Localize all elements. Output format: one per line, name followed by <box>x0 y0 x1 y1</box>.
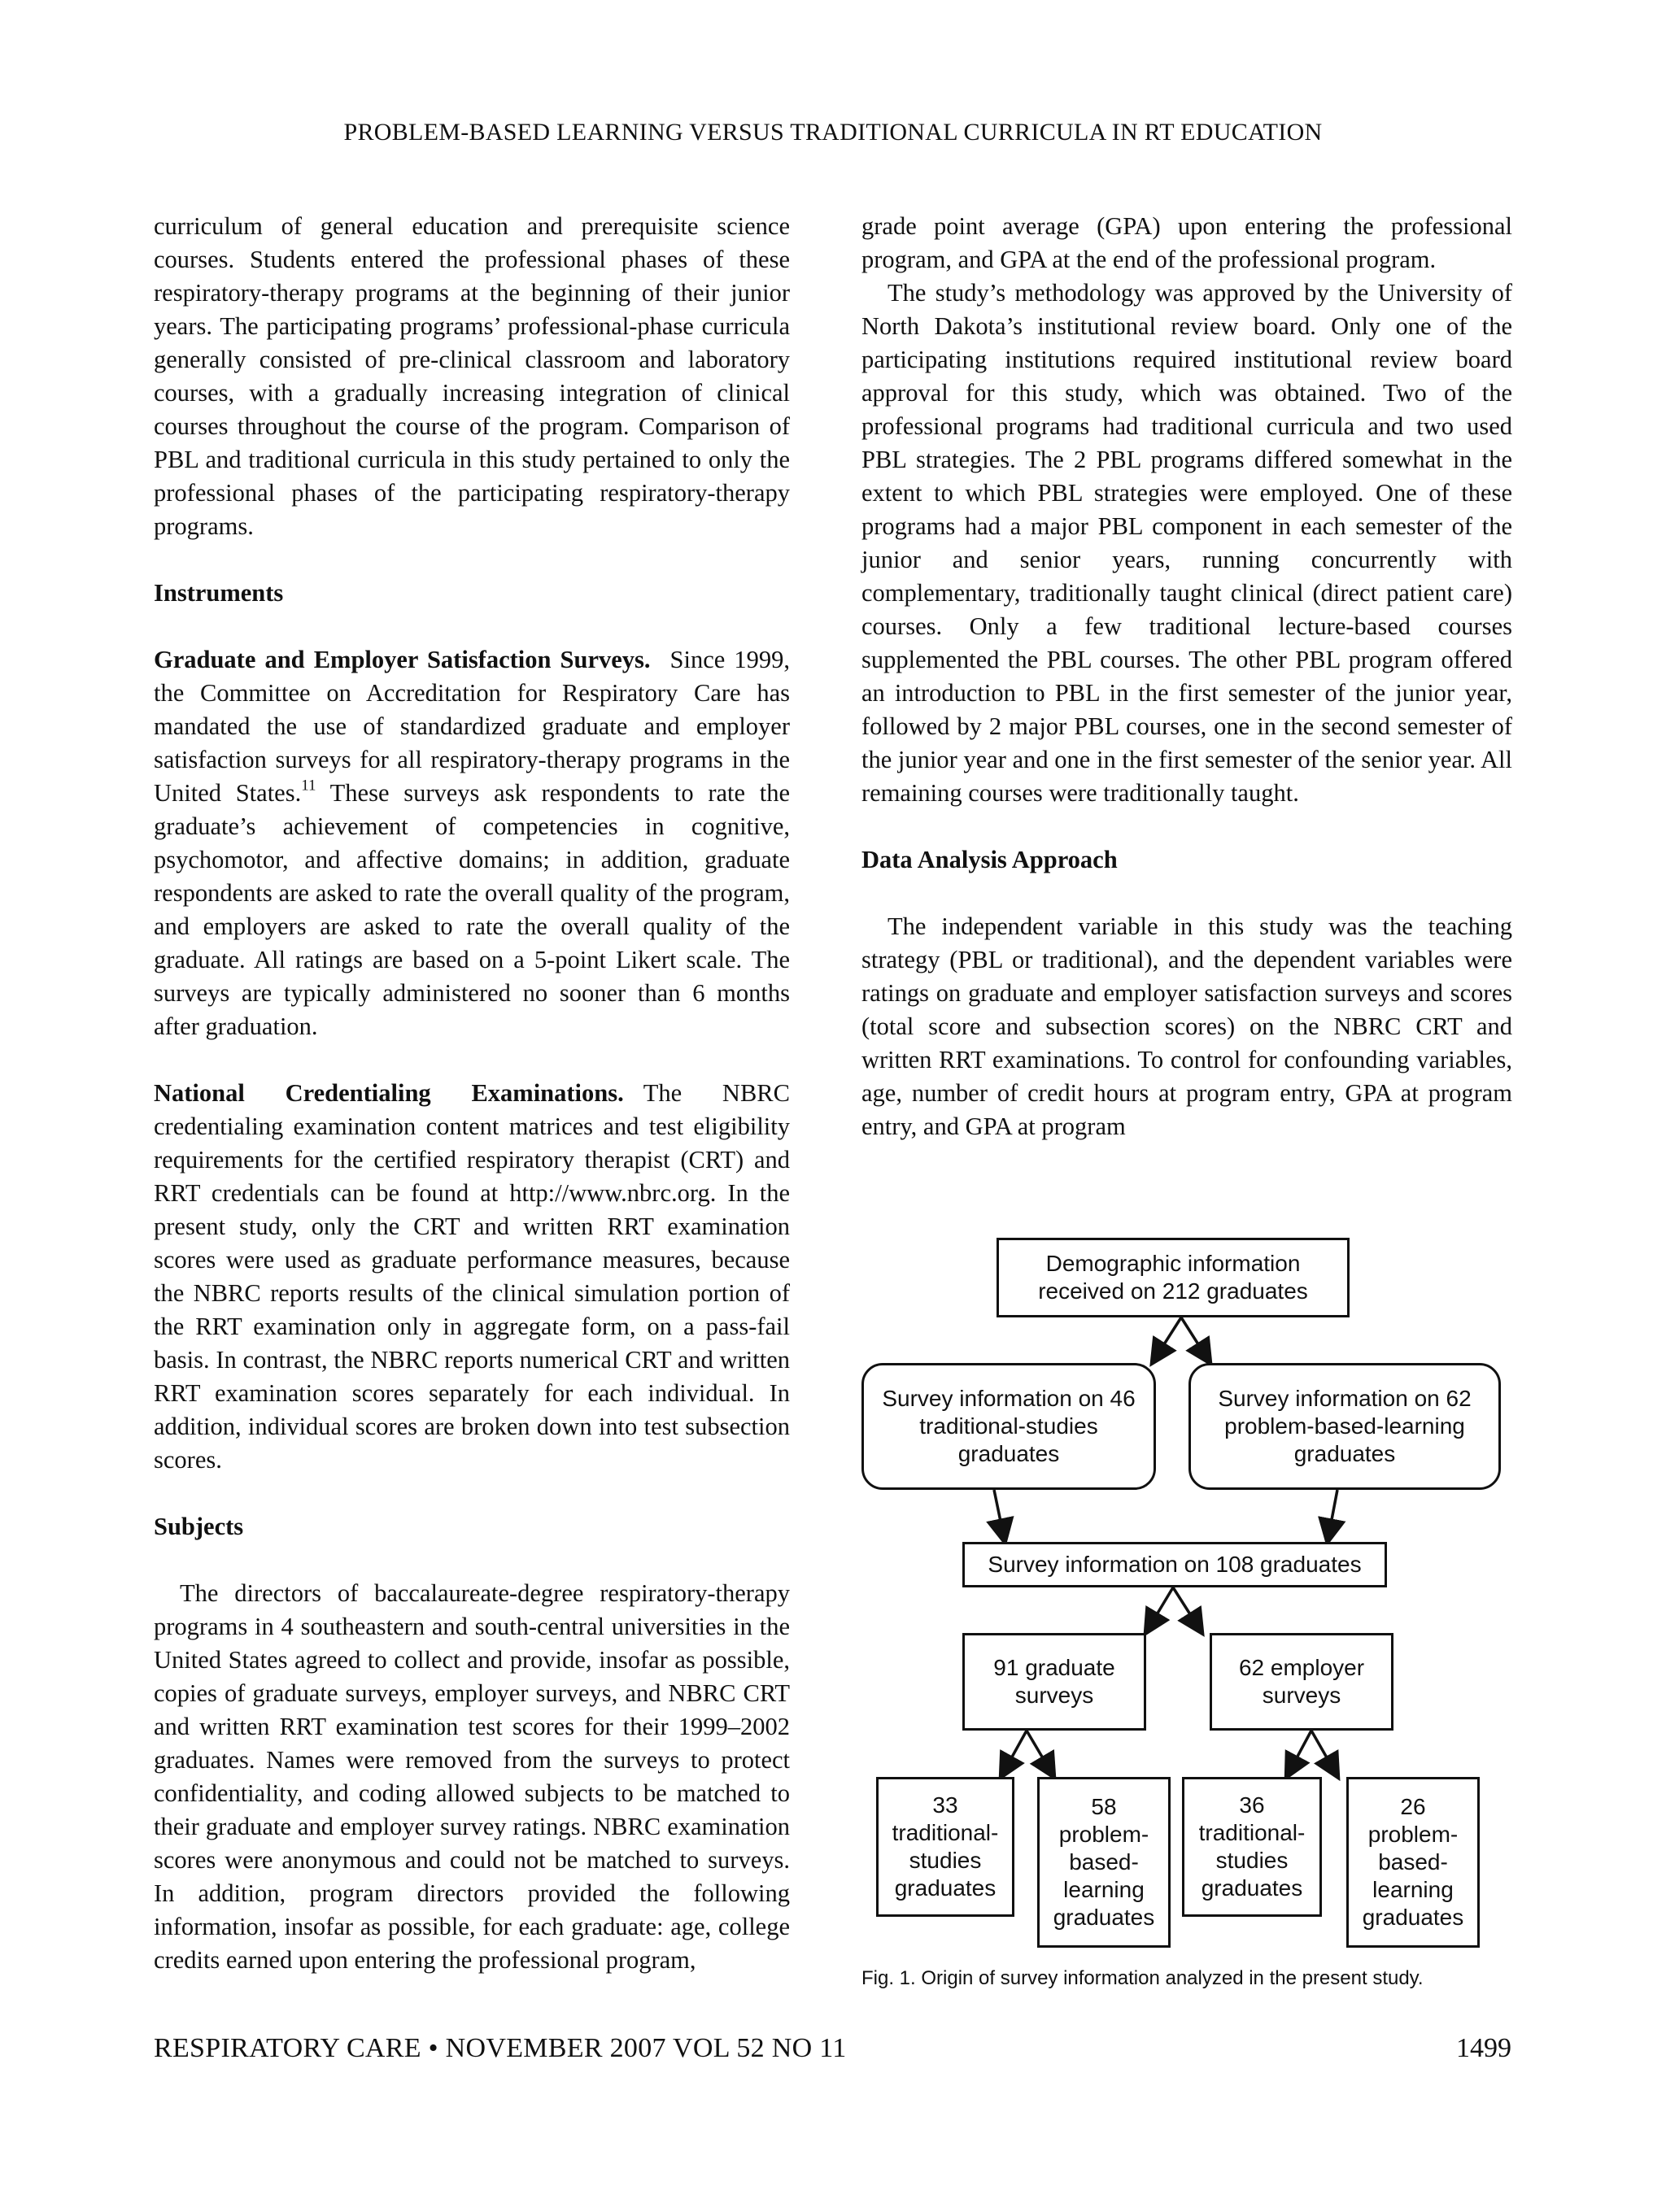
paragraph-methodology: The study’s methodology was approved by the University of North Dakota’s institutional review board. Only one of the participating institutions required institutional review board approval for this study, which was obtained. Two of the professional programs had traditional curricula and two used PBL strategies. The 2 PBL programs differed somewhat in the extent to which PBL strategies were employed. One of these programs had a major PBL component in each semester of the junior and senior years, running concurrently with complementary, traditionally taught clinical (direct patient care) courses. Only a few traditional lecture-based courses supplemented the PBL courses. The other PBL program offered an introduction to PBL in the first semester of the junior year, followed by 2 major PBL courses, one in the second semester of the junior year and one in the first semester of the senior year. All remaining courses were traditionally taught. <box>861 279 1512 807</box>
box-demographic: Demographic information received on 212 graduates <box>997 1238 1350 1317</box>
reference-11: 11 <box>301 777 316 795</box>
box-employer-surveys: 62 employer surveys <box>1210 1633 1393 1731</box>
arrow-total-to-employer <box>1173 1587 1202 1632</box>
box-graduate-surveys: 91 graduate surveys <box>962 1633 1146 1731</box>
paragraph-gpa: grade point average (GPA) upon entering the professional program, and GPA at the end of the professional program. <box>861 212 1512 273</box>
paragraph-surveys <box>154 643 790 1043</box>
page-number: 1499 <box>1456 2033 1511 2063</box>
exams-text: The NBRC credentialing examination content matrices and test eligibility requirements for the certified respiratory therapist (CRT) and RRT credentials can be found at http://www.nbrc.org. In the present study, only the CRT and written RRT examination scores were used as graduate performance measures, because the NBRC reports results of the clinical simulation portion of the RRT examination only in aggregate form, on a pass-fail basis. In contrast, the NBRC reports numerical CRT and written RRT examination scores separately for each individual. In addition, individual scores are broken down into test subsection scores. <box>154 1079 790 1474</box>
running-head-text: PROBLEM-BASED LEARNING VERSUS TRADITIONAL CURRICULA IN RT EDUCATION <box>343 119 1323 146</box>
right-column <box>861 210 1512 1143</box>
box-employer-traditional: 36 traditional-studies graduates <box>1182 1777 1322 1917</box>
paragraph-exams <box>154 1077 790 1477</box>
box-survey-pbl: Survey information on 62 problem-based-learning graduates <box>1188 1363 1501 1490</box>
box-survey-total: Survey information on 108 graduates <box>962 1542 1387 1587</box>
paragraph-curriculum: curriculum of general education and prerequisite science courses. Students entered the professional phases of these respiratory-therapy programs at the beginning of their junior years. The participating programs’ professional-phase curricula generally consisted of pre-clinical classroom and laboratory courses, with a gradually increasing integration of clinical courses throughout the course of the program. Comparison of PBL and traditional curricula in this study pertained to only the professional phases of the participating respiratory-therapy programs. <box>154 212 790 540</box>
heading-subjects: Subjects <box>154 1513 244 1540</box>
heading-instruments: Instruments <box>154 579 284 607</box>
box-graduate-pbl: 58 problem-based-learning graduates <box>1037 1777 1171 1948</box>
arrow-employer-to-trad <box>1287 1731 1311 1776</box>
box-graduate-traditional: 33 traditional-studies graduates <box>876 1777 1014 1917</box>
arrow-pbl-to-total <box>1328 1490 1337 1541</box>
arrow-demo-to-trad <box>1153 1317 1181 1362</box>
arrow-graduate-to-trad <box>1001 1731 1027 1776</box>
arrow-total-to-graduate <box>1146 1587 1173 1632</box>
arrow-graduate-to-pbl <box>1027 1731 1053 1776</box>
surveys-text-b: These surveys ask respondents to rate the graduate’s achievement of competencies in cognitive, psychomotor, and affective domains; in addition, graduate respondents are asked to rate the overall quality of the program, and employers are asked to rate the overall quality of the graduate. All ratings are based on a 5-point Likert scale. The surveys are typically administered no sooner than 6 months after graduation. <box>154 779 791 1040</box>
running-head <box>0 119 1666 146</box>
surveys-text-a: Since 1999, the Committee on Accreditation for Respiratory Care has mandated the use of standardized graduate and employer satisfaction surveys for all respiratory-therapy programs in the United States. <box>154 646 791 807</box>
heading-data-analysis: Data Analysis Approach <box>861 846 1118 873</box>
paragraph-variables: The independent variable in this study was the teaching strategy (PBL or traditional), and the dependent variables were ratings on graduate and employer satisfaction surveys and scores (total score and subsection scores) on the NBRC CRT and written RRT examinations. To control for confounding variables, age, number of credit hours at program entry, GPA at program entry, and GPA at program <box>861 912 1512 1140</box>
paragraph-subjects: The directors of baccalaureate-degree respiratory-therapy programs in 4 southeastern and south-central universities in the United States agreed to collect and provide, insofar as possible, copies of graduate surveys, employer surveys, and NBRC CRT and written RRT examination test scores for their 1999–2002 graduates. Names were removed from the surveys to protect confidentiality, and coding allowed subjects to be matched to their graduate and employer survey ratings. NBRC examination scores were anonymous and could not be matched to surveys. In addition, program directors provided the following information, insofar as possible, for each graduate: age, college credits earned upon entering the professional program, <box>154 1579 790 1974</box>
figure-1-flowchart <box>861 1236 1512 2001</box>
figure-caption: Fig. 1. Origin of survey information analyzed in the present study. <box>861 1967 1424 1989</box>
runin-heading-exams: National Credentialing Examinations. <box>154 1079 624 1107</box>
left-column <box>154 210 790 1977</box>
box-survey-traditional: Survey information on 46 traditional-studies graduates <box>861 1363 1156 1490</box>
arrow-demo-to-pbl <box>1181 1317 1210 1362</box>
footer-journal <box>154 2033 847 2064</box>
footer-journal-text: RESPIRATORY CARE • NOVEMBER 2007 VOL 52 NO 11 <box>154 2033 847 2063</box>
arrow-employer-to-pbl <box>1311 1731 1337 1776</box>
arrow-trad-to-total <box>994 1490 1005 1541</box>
runin-heading-surveys: Graduate and Employer Satisfaction Surveys. <box>154 646 651 673</box>
box-employer-pbl: 26 problem-based-learning graduates <box>1346 1777 1480 1948</box>
